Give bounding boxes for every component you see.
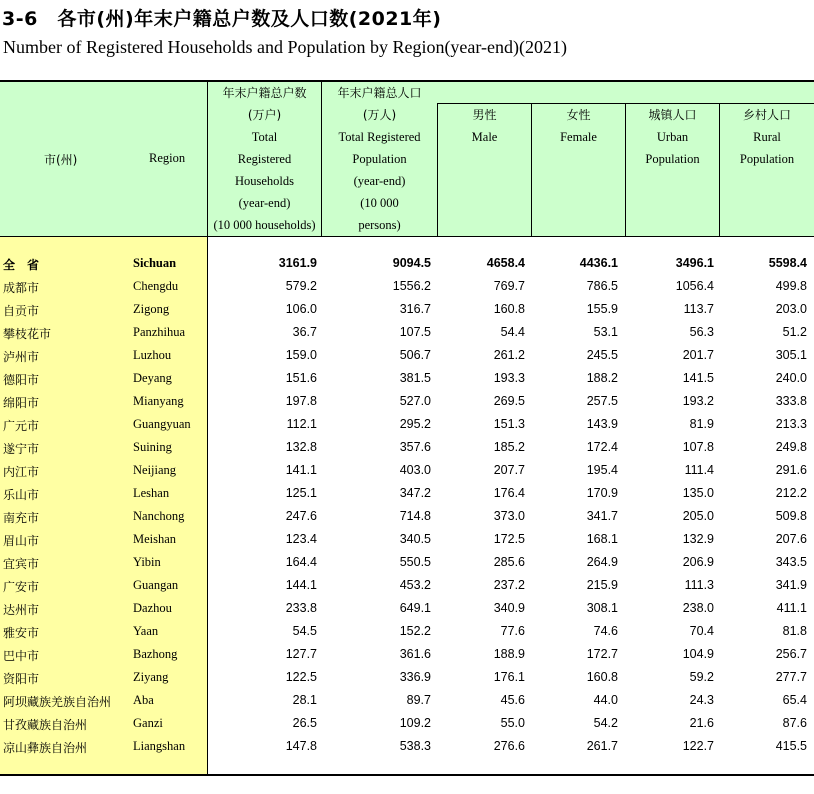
female-value: 74.6 bbox=[593, 624, 618, 638]
population-value: 649.1 bbox=[399, 601, 431, 615]
rural-value: 87.6 bbox=[782, 716, 807, 730]
urban-value: 135.0 bbox=[682, 486, 714, 500]
female-value: 215.9 bbox=[586, 578, 618, 592]
population-value: 1556.2 bbox=[392, 279, 431, 293]
header-rural-cn: 乡村人口 bbox=[742, 108, 791, 122]
households-value: 26.5 bbox=[292, 716, 317, 730]
male-value: 45.6 bbox=[500, 693, 525, 707]
male-value: 54.4 bbox=[500, 325, 525, 339]
female-value: 308.1 bbox=[586, 601, 618, 615]
region-name-cn: 甘孜藏族自治州 bbox=[3, 718, 88, 732]
households-value: 54.5 bbox=[292, 624, 317, 638]
male-value: 4658.4 bbox=[486, 256, 525, 270]
population-value: 506.7 bbox=[399, 348, 431, 362]
table-row bbox=[0, 552, 814, 575]
urban-value: 205.0 bbox=[682, 509, 714, 523]
header-population-line: persons) bbox=[358, 218, 401, 232]
region-name-cn: 德阳市 bbox=[3, 373, 40, 387]
header-households-line: (10 000 households) bbox=[213, 218, 316, 232]
rural-value: 213.3 bbox=[775, 417, 807, 431]
region-name-cn: 广安市 bbox=[3, 580, 40, 594]
households-value: 233.8 bbox=[285, 601, 317, 615]
region-name-en: Deyang bbox=[133, 371, 172, 385]
header-population-line: (万人) bbox=[362, 108, 397, 122]
urban-value: 111.4 bbox=[684, 463, 714, 477]
households-value: 159.0 bbox=[285, 348, 317, 362]
table-row bbox=[0, 713, 814, 736]
households-value: 106.0 bbox=[285, 302, 317, 316]
households-value: 112.1 bbox=[286, 417, 317, 431]
population-value: 361.6 bbox=[399, 647, 431, 661]
header-population-line: (10 000 bbox=[360, 196, 399, 210]
male-value: 151.3 bbox=[493, 417, 525, 431]
urban-value: 3496.1 bbox=[675, 256, 714, 270]
rural-value: 411.1 bbox=[776, 601, 807, 615]
male-value: 160.8 bbox=[493, 302, 525, 316]
male-value: 55.0 bbox=[500, 716, 525, 730]
region-name-en: Mianyang bbox=[133, 394, 184, 408]
region-name-en: Panzhihua bbox=[133, 325, 186, 339]
urban-value: 206.9 bbox=[682, 555, 714, 569]
male-value: 261.2 bbox=[493, 348, 525, 362]
female-value: 54.2 bbox=[593, 716, 618, 730]
region-name-cn: 攀枝花市 bbox=[3, 327, 52, 341]
households-value: 151.6 bbox=[285, 371, 317, 385]
male-value: 77.6 bbox=[500, 624, 525, 638]
region-name-cn: 内江市 bbox=[3, 465, 40, 479]
region-name-en: Guangyuan bbox=[133, 417, 191, 431]
region-name-en: Ganzi bbox=[133, 716, 163, 730]
male-value: 176.1 bbox=[493, 670, 525, 684]
households-value: 36.7 bbox=[292, 325, 317, 339]
urban-value: 21.6 bbox=[689, 716, 714, 730]
urban-value: 201.7 bbox=[682, 348, 714, 362]
region-name-cn: 南充市 bbox=[3, 511, 40, 525]
region-name-en: Chengdu bbox=[133, 279, 179, 293]
region-name-en: Yibin bbox=[133, 555, 161, 569]
households-value: 122.5 bbox=[285, 670, 317, 684]
population-value: 347.2 bbox=[399, 486, 431, 500]
population-value: 89.7 bbox=[406, 693, 431, 707]
header-urban-en: Urban bbox=[656, 130, 689, 144]
rural-value: 51.2 bbox=[782, 325, 807, 339]
region-name-cn: 全 省 bbox=[3, 258, 40, 272]
header-rule bbox=[0, 236, 814, 237]
table-row bbox=[0, 644, 814, 667]
region-name-cn: 巴中市 bbox=[3, 649, 40, 663]
households-value: 123.4 bbox=[285, 532, 317, 546]
region-name-en: Aba bbox=[133, 693, 154, 707]
households-value: 125.1 bbox=[285, 486, 317, 500]
population-value: 9094.5 bbox=[392, 256, 431, 270]
region-name-en: Leshan bbox=[133, 486, 170, 500]
population-value: 107.5 bbox=[399, 325, 431, 339]
table-row bbox=[0, 276, 814, 299]
male-value: 276.6 bbox=[493, 739, 525, 753]
header-male-en: Male bbox=[471, 130, 498, 144]
rural-value: 333.8 bbox=[775, 394, 807, 408]
region-name-en: Ziyang bbox=[133, 670, 169, 684]
female-value: 53.1 bbox=[593, 325, 618, 339]
households-value: 141.1 bbox=[285, 463, 317, 477]
table-row bbox=[0, 414, 814, 437]
male-value: 176.4 bbox=[493, 486, 525, 500]
header-population-line: (year-end) bbox=[353, 174, 406, 188]
region-name-cn: 自贡市 bbox=[3, 304, 40, 318]
header-region-en: Region bbox=[149, 151, 186, 165]
region-name-en: Zigong bbox=[133, 302, 170, 316]
bottom-rule bbox=[0, 774, 814, 776]
rural-value: 499.8 bbox=[775, 279, 807, 293]
households-value: 144.1 bbox=[285, 578, 317, 592]
header-households-line: 年末户籍总户数 bbox=[222, 86, 307, 100]
male-value: 285.6 bbox=[493, 555, 525, 569]
population-value: 538.3 bbox=[399, 739, 431, 753]
table-row bbox=[0, 621, 814, 644]
region-name-en: Neijiang bbox=[133, 463, 177, 477]
region-name-en: Yaan bbox=[133, 624, 159, 638]
header-households-line: (year-end) bbox=[238, 196, 291, 210]
households-value: 164.4 bbox=[285, 555, 317, 569]
header-households-line: Total bbox=[251, 130, 278, 144]
households-value: 3161.9 bbox=[278, 256, 317, 270]
table-title-english: Number of Registered Households and Population by Region(year-end)(2021) bbox=[3, 37, 568, 57]
urban-value: 59.2 bbox=[689, 670, 714, 684]
header-households-line: Registered bbox=[237, 152, 292, 166]
population-value: 316.7 bbox=[399, 302, 431, 316]
population-value: 550.5 bbox=[399, 555, 431, 569]
rural-value: 240.0 bbox=[775, 371, 807, 385]
region-name-en: Meishan bbox=[133, 532, 177, 546]
female-value: 172.4 bbox=[586, 440, 618, 454]
table-title-chinese: 3-6 各市(州)年末户籍总户数及人口数(2021年) bbox=[2, 8, 442, 30]
male-value: 185.2 bbox=[493, 440, 525, 454]
table-total-row bbox=[0, 253, 814, 276]
population-value: 714.8 bbox=[399, 509, 431, 523]
region-name-en: Bazhong bbox=[133, 647, 178, 661]
region-name-cn: 成都市 bbox=[3, 281, 40, 295]
table-row bbox=[0, 460, 814, 483]
region-name-cn: 资阳市 bbox=[3, 672, 40, 686]
female-value: 786.5 bbox=[586, 279, 618, 293]
table-row bbox=[0, 345, 814, 368]
rural-value: 415.5 bbox=[775, 739, 807, 753]
female-value: 195.4 bbox=[586, 463, 618, 477]
population-value: 336.9 bbox=[399, 670, 431, 684]
rural-value: 207.6 bbox=[775, 532, 807, 546]
table-row bbox=[0, 736, 814, 759]
households-value: 132.8 bbox=[285, 440, 317, 454]
urban-value: 81.9 bbox=[689, 417, 714, 431]
rural-value: 5598.4 bbox=[768, 256, 807, 270]
rural-value: 291.6 bbox=[775, 463, 807, 477]
urban-value: 24.3 bbox=[689, 693, 714, 707]
households-value: 247.6 bbox=[285, 509, 317, 523]
male-value: 269.5 bbox=[493, 394, 525, 408]
region-name-en: Suining bbox=[133, 440, 172, 454]
table-row bbox=[0, 667, 814, 690]
table-row bbox=[0, 322, 814, 345]
table-row bbox=[0, 391, 814, 414]
female-value: 4436.1 bbox=[579, 256, 618, 270]
header-female-cn: 女性 bbox=[566, 108, 591, 122]
urban-value: 104.9 bbox=[682, 647, 714, 661]
region-name-cn: 凉山彝族自治州 bbox=[3, 741, 88, 755]
header-households-line: (万户) bbox=[247, 108, 282, 122]
header-rural-en: Rural bbox=[753, 130, 781, 144]
region-name-en: Luzhou bbox=[133, 348, 172, 362]
population-value: 340.5 bbox=[399, 532, 431, 546]
region-name-cn: 雅安市 bbox=[3, 626, 40, 640]
female-value: 143.9 bbox=[586, 417, 618, 431]
region-name-cn: 阿坝藏族羌族自治州 bbox=[3, 695, 112, 709]
rural-value: 81.8 bbox=[782, 624, 807, 638]
region-name-en: Sichuan bbox=[133, 256, 177, 270]
region-name-cn: 泸州市 bbox=[3, 350, 40, 364]
population-value: 527.0 bbox=[399, 394, 431, 408]
urban-value: 132.9 bbox=[682, 532, 714, 546]
region-name-cn: 遂宁市 bbox=[3, 442, 40, 456]
female-value: 168.1 bbox=[586, 532, 618, 546]
region-name-cn: 宜宾市 bbox=[3, 557, 40, 571]
female-value: 44.0 bbox=[593, 693, 618, 707]
households-value: 28.1 bbox=[292, 693, 317, 707]
households-value: 197.8 bbox=[285, 394, 317, 408]
households-value: 127.7 bbox=[285, 647, 317, 661]
region-name-en: Dazhou bbox=[133, 601, 172, 615]
table-row bbox=[0, 690, 814, 713]
population-value: 295.2 bbox=[399, 417, 431, 431]
region-name-en: Liangshan bbox=[133, 739, 186, 753]
population-value: 152.2 bbox=[399, 624, 431, 638]
male-value: 172.5 bbox=[493, 532, 525, 546]
female-value: 261.7 bbox=[586, 739, 618, 753]
urban-value: 107.8 bbox=[682, 440, 714, 454]
male-value: 373.0 bbox=[493, 509, 525, 523]
table-row bbox=[0, 437, 814, 460]
table-row bbox=[0, 506, 814, 529]
table-row bbox=[0, 483, 814, 506]
urban-value: 141.5 bbox=[682, 371, 714, 385]
table-row bbox=[0, 598, 814, 621]
female-value: 155.9 bbox=[586, 302, 618, 316]
female-value: 172.7 bbox=[586, 647, 618, 661]
urban-value: 238.0 bbox=[682, 601, 714, 615]
rural-value: 509.8 bbox=[775, 509, 807, 523]
region-name-cn: 达州市 bbox=[3, 603, 40, 617]
table-row bbox=[0, 299, 814, 322]
urban-value: 1056.4 bbox=[675, 279, 714, 293]
male-value: 340.9 bbox=[493, 601, 525, 615]
households-value: 579.2 bbox=[285, 279, 317, 293]
rural-value: 212.2 bbox=[775, 486, 807, 500]
urban-value: 193.2 bbox=[682, 394, 714, 408]
rural-value: 305.1 bbox=[775, 348, 807, 362]
header-city-cn: 市(州) bbox=[44, 153, 78, 167]
female-value: 160.8 bbox=[586, 670, 618, 684]
male-value: 769.7 bbox=[493, 279, 525, 293]
region-name-cn: 广元市 bbox=[3, 419, 40, 433]
rural-value: 343.5 bbox=[775, 555, 807, 569]
rural-value: 249.8 bbox=[775, 440, 807, 454]
male-value: 188.9 bbox=[493, 647, 525, 661]
table-row bbox=[0, 575, 814, 598]
households-value: 147.8 bbox=[285, 739, 317, 753]
header-population-line: Population bbox=[352, 152, 407, 166]
population-value: 109.2 bbox=[399, 716, 431, 730]
header-male-cn: 男性 bbox=[472, 108, 497, 122]
header-urban-cn: 城镇人口 bbox=[648, 108, 697, 122]
population-value: 381.5 bbox=[399, 371, 431, 385]
female-value: 264.9 bbox=[586, 555, 618, 569]
population-value: 403.0 bbox=[399, 463, 431, 477]
urban-value: 111.3 bbox=[684, 578, 714, 592]
population-value: 357.6 bbox=[399, 440, 431, 454]
header-urban-en: Population bbox=[645, 152, 700, 166]
region-name-cn: 绵阳市 bbox=[3, 396, 40, 410]
rural-value: 203.0 bbox=[775, 302, 807, 316]
header-households-line: Households bbox=[234, 174, 295, 188]
region-name-cn: 眉山市 bbox=[3, 534, 40, 548]
male-value: 237.2 bbox=[493, 578, 525, 592]
female-value: 245.5 bbox=[586, 348, 618, 362]
female-value: 170.9 bbox=[586, 486, 618, 500]
female-value: 341.7 bbox=[586, 509, 618, 523]
header-population-line: 年末户籍总人口 bbox=[337, 86, 422, 100]
female-value: 257.5 bbox=[586, 394, 618, 408]
header-rural-en: Population bbox=[739, 152, 795, 166]
table-row bbox=[0, 529, 814, 552]
header-population-line: Total Registered bbox=[338, 130, 421, 144]
rural-value: 65.4 bbox=[782, 693, 807, 707]
urban-value: 56.3 bbox=[689, 325, 714, 339]
male-value: 207.7 bbox=[493, 463, 525, 477]
rural-value: 256.7 bbox=[775, 647, 807, 661]
urban-value: 70.4 bbox=[689, 624, 714, 638]
urban-value: 113.7 bbox=[683, 302, 714, 316]
female-value: 188.2 bbox=[586, 371, 618, 385]
urban-value: 122.7 bbox=[682, 739, 714, 753]
region-name-en: Guangan bbox=[133, 578, 179, 592]
table-row bbox=[0, 368, 814, 391]
region-name-cn: 乐山市 bbox=[3, 488, 40, 502]
region-name-en: Nanchong bbox=[133, 509, 185, 523]
population-value: 453.2 bbox=[399, 578, 431, 592]
rural-value: 277.7 bbox=[775, 670, 807, 684]
rural-value: 341.9 bbox=[775, 578, 807, 592]
header-female-en: Female bbox=[560, 130, 597, 144]
male-value: 193.3 bbox=[493, 371, 525, 385]
